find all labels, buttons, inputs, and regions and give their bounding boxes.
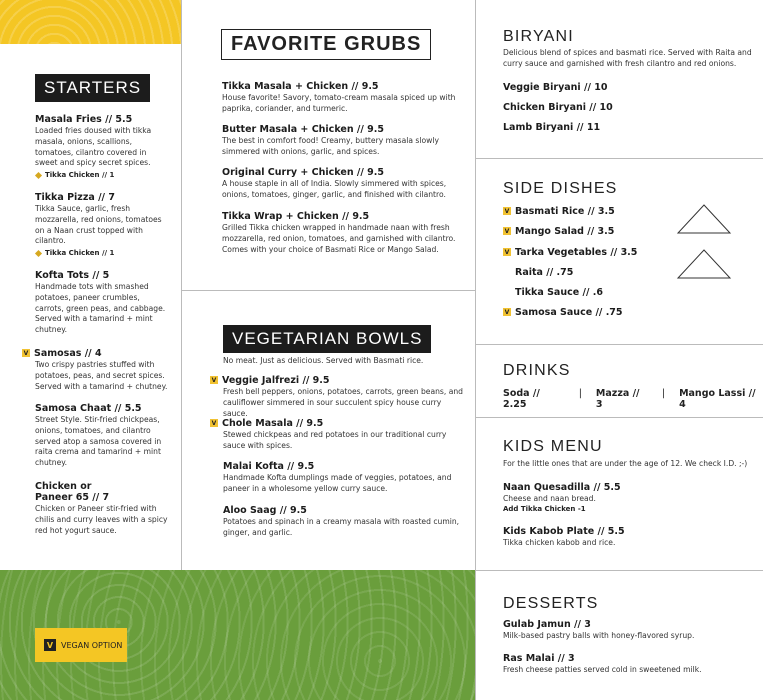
drinks-list bbox=[503, 388, 763, 410]
separator: | bbox=[661, 388, 666, 399]
divider bbox=[476, 344, 763, 345]
diamond-icon bbox=[35, 250, 42, 257]
item-desc: Street Style. Stir-fried chickpeas, onions, tomatoes, and cilantro served atop a samosa covered in raita crema and tamarind + mint chutney. bbox=[35, 415, 162, 468]
right-column bbox=[475, 0, 763, 700]
menu-item bbox=[210, 418, 468, 452]
item-name-label: Samosa Sauce // .75 bbox=[515, 307, 623, 318]
item-name: Kofta Tots // 5 bbox=[35, 270, 110, 281]
triangle-decoration bbox=[676, 248, 732, 280]
item-name bbox=[22, 348, 170, 359]
addon bbox=[35, 249, 170, 257]
menu-item bbox=[35, 403, 170, 469]
drink-item: Mazza // 3 bbox=[595, 388, 640, 410]
divider bbox=[476, 158, 763, 159]
item-desc: Tikka Sauce, garlic, fresh mozzarella, red onions, tomatoes on a Naan crust topped with cilantro. bbox=[35, 204, 162, 246]
menu-item: Veggie Biryani // 10 bbox=[503, 82, 608, 93]
item-desc: A house staple in all of India. Slowly simmered with spices, onions, tomatoes, ginger, garlic, and finished with cilantro. bbox=[222, 179, 447, 199]
kids-intro: For the little ones that are under the age of 12. We check I.D. ;-) bbox=[503, 459, 748, 468]
divider bbox=[476, 570, 763, 571]
drink-item: Mango Lassi // 4 bbox=[679, 388, 756, 410]
addon bbox=[35, 171, 170, 179]
item-desc: Cheese and naan bread. bbox=[503, 494, 596, 503]
menu-item: Tikka Sauce // .6 bbox=[515, 287, 603, 298]
item-desc: Loaded fries doused with tikka masala, onions, scallions, tomatoes, cilantro covered in sweet and spicy secret spices. bbox=[35, 126, 152, 168]
menu-item bbox=[503, 226, 614, 237]
menu-item bbox=[35, 114, 170, 179]
menu-item bbox=[22, 348, 170, 392]
veg-title: VEGETARIAN BOWLS bbox=[223, 325, 431, 353]
item-name-label: Chole Masala // 9.5 bbox=[222, 418, 324, 429]
item-name: Original Curry + Chicken // 9.5 bbox=[222, 167, 384, 178]
item-desc: Fresh cheese patties served cold in sweetened milk. bbox=[503, 665, 702, 674]
diamond-icon bbox=[35, 172, 42, 179]
favorites-title: FAVORITE GRUBS bbox=[221, 29, 431, 60]
triangle-decoration bbox=[676, 203, 732, 235]
separator: | bbox=[578, 388, 582, 399]
item-name: Chicken or bbox=[35, 481, 92, 492]
item-name: Kids Kabob Plate // 5.5 bbox=[503, 526, 625, 537]
item-name: Paneer 65 // 7 bbox=[35, 492, 110, 503]
vegan-icon: V bbox=[44, 639, 56, 651]
menu-item bbox=[503, 619, 758, 642]
starters-title: STARTERS bbox=[35, 74, 150, 102]
item-desc: The best in comfort food! Creamy, buttery masala slowly simmered with onions, garlic, and spices. bbox=[222, 136, 439, 156]
legend-label: VEGAN OPTION bbox=[61, 640, 123, 650]
vegan-legend bbox=[35, 628, 127, 662]
item-name-label: Basmati Rice // 3.5 bbox=[515, 206, 615, 217]
menu-item bbox=[223, 505, 468, 539]
item-desc: Potatoes and spinach in a creamy masala with roasted cumin, ginger, and garlic. bbox=[223, 517, 460, 537]
menu-item bbox=[210, 375, 468, 419]
item-name: Butter Masala + Chicken // 9.5 bbox=[222, 124, 384, 135]
divider bbox=[182, 290, 476, 291]
yellow-pattern-band bbox=[0, 0, 181, 44]
vegan-icon: V bbox=[211, 419, 217, 427]
item-name-label: Tarka Vegetables // 3.5 bbox=[515, 247, 638, 258]
item-desc: Two crispy pastries stuffed with potatoes, peas, and secret spices. Served with a tamarind + chutney. bbox=[35, 360, 168, 391]
item-desc: Chicken or Paneer stir-fried with chilis and curry leaves with a spicy red hot yogurt sauce. bbox=[35, 504, 168, 535]
menu-item bbox=[503, 653, 758, 676]
item-name: Naan Quesadilla // 5.5 bbox=[503, 482, 621, 493]
menu-item: Lamb Biryani // 11 bbox=[503, 122, 601, 133]
menu-item bbox=[503, 526, 753, 549]
biryani-intro: Delicious blend of spices and basmati rice. Served with Raita and curry sauce and garnished with fresh cilantro and red onions. bbox=[503, 48, 752, 68]
item-name: Tikka Pizza // 7 bbox=[35, 192, 115, 203]
menu-item: Chicken Biryani // 10 bbox=[503, 102, 613, 113]
menu-item bbox=[222, 167, 462, 201]
item-name: Tikka Wrap + Chicken // 9.5 bbox=[222, 211, 370, 222]
item-desc: Fresh bell peppers, onions, potatoes, carrots, green beans, and cauliflower simmered in sour succulent spicy house curry sauce. bbox=[223, 387, 464, 418]
item-name-label: Mango Salad // 3.5 bbox=[515, 226, 615, 237]
item-name-label: Samosas // 4 bbox=[34, 348, 102, 359]
drink-item: Soda // 2.25 bbox=[503, 388, 540, 410]
menu-item bbox=[223, 461, 468, 495]
item-name: Aloo Saag // 9.5 bbox=[223, 505, 307, 516]
item-name bbox=[210, 418, 468, 429]
addon-label: Tikka Chicken // 1 bbox=[45, 171, 115, 180]
desserts-title: DESSERTS bbox=[503, 595, 599, 612]
menu-item bbox=[35, 481, 170, 536]
vegan-icon: V bbox=[504, 308, 510, 316]
vegan-icon: V bbox=[23, 349, 29, 357]
veg-intro: No meat. Just as delicious. Served with Basmati rice. bbox=[223, 356, 424, 365]
addon-label: Tikka Chicken // 1 bbox=[45, 249, 115, 258]
menu-item bbox=[503, 247, 637, 258]
item-desc: Milk-based pastry balls with honey-flavored syrup. bbox=[503, 631, 695, 640]
sides-title: SIDE DISHES bbox=[503, 180, 618, 197]
menu-item bbox=[35, 270, 170, 336]
vegan-icon: V bbox=[504, 207, 510, 215]
item-desc: Handmade Kofta dumplings made of veggies, potatoes, and paneer in a wholesome yellow curry sauce. bbox=[223, 473, 452, 493]
item-name: Malai Kofta // 9.5 bbox=[223, 461, 315, 472]
vegan-icon: V bbox=[211, 376, 217, 384]
item-name bbox=[210, 375, 468, 386]
vegan-icon: V bbox=[504, 248, 510, 256]
item-desc: House favorite! Savory, tomato-cream masala spiced up with paprika, coriander, and turmeric. bbox=[222, 93, 456, 113]
menu-item bbox=[35, 192, 170, 257]
item-desc: Tikka chicken kabob and rice. bbox=[503, 538, 616, 547]
menu-item bbox=[222, 211, 462, 255]
item-name: Samosa Chaat // 5.5 bbox=[35, 403, 142, 414]
item-name: Ras Malai // 3 bbox=[503, 653, 575, 664]
kids-title: KIDS MENU bbox=[503, 438, 603, 455]
menu-item bbox=[222, 124, 462, 158]
menu-item bbox=[222, 81, 462, 115]
divider bbox=[476, 417, 763, 418]
item-desc: Grilled Tikka chicken wrapped in handmade naan with fresh mozzarella, red onion, tomatoes, and garnished with cilantro. Comes with your choice of Basmati Rice or Mango Salad. bbox=[222, 223, 456, 254]
menu-item bbox=[503, 206, 615, 217]
item-name-label: Veggie Jalfrezi // 9.5 bbox=[222, 375, 330, 386]
item-desc: Stewed chickpeas and red potatoes in our traditional curry sauce with spices. bbox=[223, 430, 447, 450]
drinks-title: DRINKS bbox=[503, 362, 571, 379]
center-column bbox=[181, 0, 475, 570]
biryani-title: BIRYANI bbox=[503, 28, 574, 45]
item-name: Masala Fries // 5.5 bbox=[35, 114, 133, 125]
item-name: Gulab Jamun // 3 bbox=[503, 619, 591, 630]
vegan-icon: V bbox=[504, 227, 510, 235]
menu-item bbox=[503, 482, 753, 513]
menu-item bbox=[503, 307, 623, 318]
item-desc: Handmade tots with smashed potatoes, paneer crumbles, carrots, green peas, and cabbage. Served with a tamarind + mint chutney. bbox=[35, 282, 166, 335]
menu-item: Raita // .75 bbox=[515, 267, 574, 278]
addon-label: Add Tikka Chicken -1 bbox=[503, 504, 586, 513]
item-name: Tikka Masala + Chicken // 9.5 bbox=[222, 81, 379, 92]
